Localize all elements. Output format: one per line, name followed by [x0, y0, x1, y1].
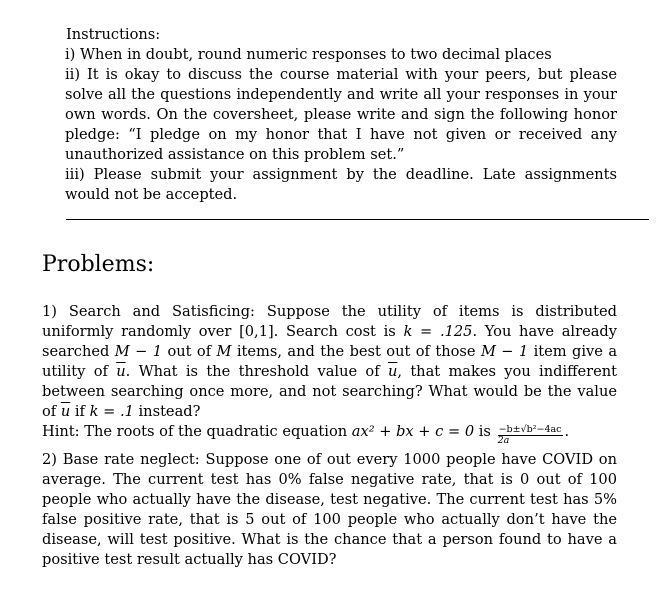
p1-m-minus-one: M − 1: [114, 343, 163, 360]
instruction-item-1: i) When in doubt, round numeric responses to two decimal places: [65, 46, 552, 63]
p1-u-bar: $\overline{u}$: [116, 363, 126, 380]
p1-u-bar-c: $\overline{u}$: [60, 403, 71, 420]
p1-text-a: 1) Search and Satisficing: Suppose the utility of items is distributed uniformly randomly over [0,1]. Search cost is: [42, 303, 617, 340]
p1-text-b: . You have already searched: [42, 323, 617, 360]
p1-equation: ax² + bx + c = 0: [351, 423, 475, 440]
p1-m: M: [216, 343, 232, 360]
instruction-item-2: ii) It is okay to discuss the course material with your peers, but please solve all the questions independently and write all your responses in your own words. On the coversheet, please write and sign the following honor pledge: “I pledge on my honor that I have not given or received any unauthorized assistance on this problem set.”: [65, 66, 617, 163]
problem-2: 2) Base rate neglect: Suppose one of out every 1000 people have COVID on average. The current test has 0% false negative rate, that is 0 out of 100 people who actually have the disease, test negative. The current test has 5% false positive rate, that is 5 out of 100 people who actually don’t have the disease, will test positive. What is the chance that a person found to have a positive test result actually has COVID?: [42, 451, 617, 568]
p1-text-d: items, and the best out of those: [231, 343, 481, 360]
p1-hint-a: Hint: The roots of the quadratic equation: [42, 423, 352, 440]
formula-denominator: 2a: [497, 435, 510, 446]
quadratic-formula: [498, 425, 563, 446]
p1-hint-end: .: [564, 423, 570, 440]
problem-1: [42, 302, 617, 446]
p1-text-f: . What is the threshold value of: [125, 363, 388, 380]
p1-text-i: instead?: [133, 403, 201, 420]
instruction-item-3: iii) Please submit your assignment by the deadline. Late assignments would not be accepted.: [65, 166, 617, 203]
p1-text-e: item give a utility of: [42, 343, 618, 380]
problems-heading: Problems:: [42, 252, 155, 277]
p1-k-value: k = .125: [403, 323, 473, 340]
instructions-list: [42, 45, 617, 205]
instructions-title: Instructions:: [66, 26, 161, 43]
section-divider: [66, 219, 649, 220]
p1-text-c: out of: [162, 343, 217, 360]
p1-hint-b: is: [474, 423, 496, 440]
p1-text-h: if: [70, 403, 90, 420]
p1-text-g: , that makes you indifferent between searching once more, and not searching? What would be the value of: [42, 363, 618, 420]
p1-u-bar-b: $\overline{u}$: [387, 363, 398, 380]
p1-k-value-b: k = .1: [89, 403, 134, 420]
formula-numerator: −b±√b²−4ac: [498, 424, 562, 435]
p1-m-minus-one-b: M − 1: [480, 343, 529, 360]
